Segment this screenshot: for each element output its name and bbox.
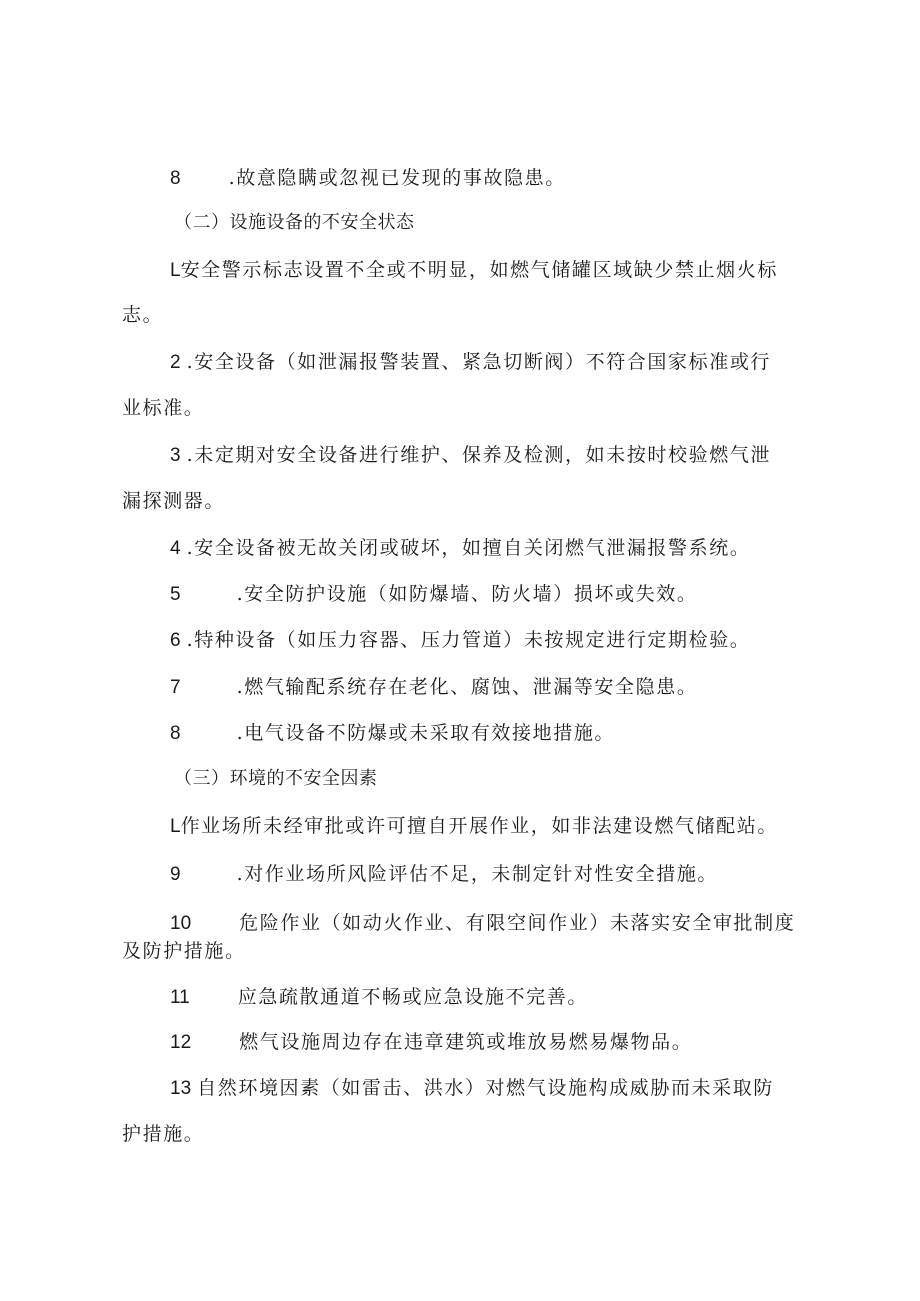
item-number: 4 — [170, 538, 181, 559]
section3-heading: （三）环境的不安全因素 — [174, 768, 378, 789]
item-number: 9 — [170, 864, 181, 885]
item-number: 3 — [170, 445, 181, 466]
item-text: .故意隐瞒或忽视已发现的事故隐患。 — [228, 167, 566, 189]
item-number: L — [170, 260, 181, 281]
item-text: 安全警示标志设置不全或不明显，如燃气储罐区域缺少禁止烟火标 — [180, 259, 778, 281]
item-text: .安全设备（如泄漏报警装置、紧急切断阀）不符合国家标准或行 — [186, 351, 772, 373]
item-number: L — [170, 816, 181, 837]
item-number: 11 — [170, 987, 190, 1008]
section2-item-1-line1 — [170, 258, 778, 282]
item-text: 应急疏散通道不畅或应急设施不完善。 — [237, 986, 588, 1008]
section2-heading: （二）设施设备的不安全状态 — [174, 212, 415, 233]
section3-item-1 — [170, 814, 778, 838]
section2-item-2-line1 — [170, 350, 771, 374]
section2-item-6 — [170, 628, 750, 652]
section2-item-1-line2: 志。 — [122, 304, 164, 326]
section3-item-10-line1 — [170, 911, 795, 935]
item-number: 7 — [170, 677, 181, 698]
item-number: 10 — [170, 913, 192, 934]
section3-item-11 — [170, 985, 588, 1009]
item-number: 8 — [170, 168, 181, 189]
item-text: .电气设备不防爆或未采取有效接地措施。 — [236, 722, 616, 744]
section2-item-2-line2: 业标准。 — [122, 397, 205, 419]
item-text: 燃气设施周边存在违章建筑或堆放易燃易爆物品。 — [239, 1031, 693, 1053]
section3-item-10-line2: 及防护措施。 — [122, 940, 246, 962]
item-text: .对作业场所风险评估不足，未制定针对性安全措施。 — [236, 863, 719, 885]
item-text: .未定期对安全设备进行维护、保养及检测，如未按时校验燃气泄 — [186, 444, 772, 466]
section2-item-3-line1 — [170, 443, 771, 467]
section3-item-9 — [170, 862, 718, 886]
item-number: 13 — [170, 1078, 192, 1099]
section1-item-8 — [170, 166, 566, 190]
item-text: 自然环境因素（如雷击、洪水）对燃气设施构成威胁而未采取防 — [197, 1077, 774, 1099]
item-number: 2 — [170, 352, 181, 373]
section2-item-3-line2: 漏探测器。 — [122, 490, 226, 512]
section2-item-8 — [170, 721, 615, 745]
item-text: .燃气输配系统存在老化、腐蚀、泄漏等安全隐患。 — [236, 676, 698, 698]
section2-item-4 — [170, 536, 750, 560]
item-text: .特种设备（如压力容器、压力管道）未按规定进行定期检验。 — [186, 629, 751, 651]
item-text: 作业场所未经审批或许可擅自开展作业，如非法建设燃气储配站。 — [180, 815, 778, 837]
item-number: 6 — [170, 630, 181, 651]
section3-item-13-line1 — [170, 1076, 774, 1100]
item-number: 8 — [170, 723, 181, 744]
section3-item-13-line2: 护措施。 — [122, 1123, 205, 1145]
item-text: 危险作业（如动火作业、有限空间作业）未落实安全审批制度 — [239, 912, 796, 934]
section2-item-5 — [170, 582, 697, 606]
item-text: .安全防护设施（如防爆墙、防火墙）损坏或失效。 — [236, 583, 698, 605]
item-text: .安全设备被无故关闭或破坏，如擅自关闭燃气泄漏报警系统。 — [186, 537, 751, 559]
section2-item-7 — [170, 675, 697, 699]
item-number: 5 — [170, 584, 181, 605]
item-number: 12 — [170, 1032, 192, 1053]
section3-item-12 — [170, 1030, 692, 1054]
